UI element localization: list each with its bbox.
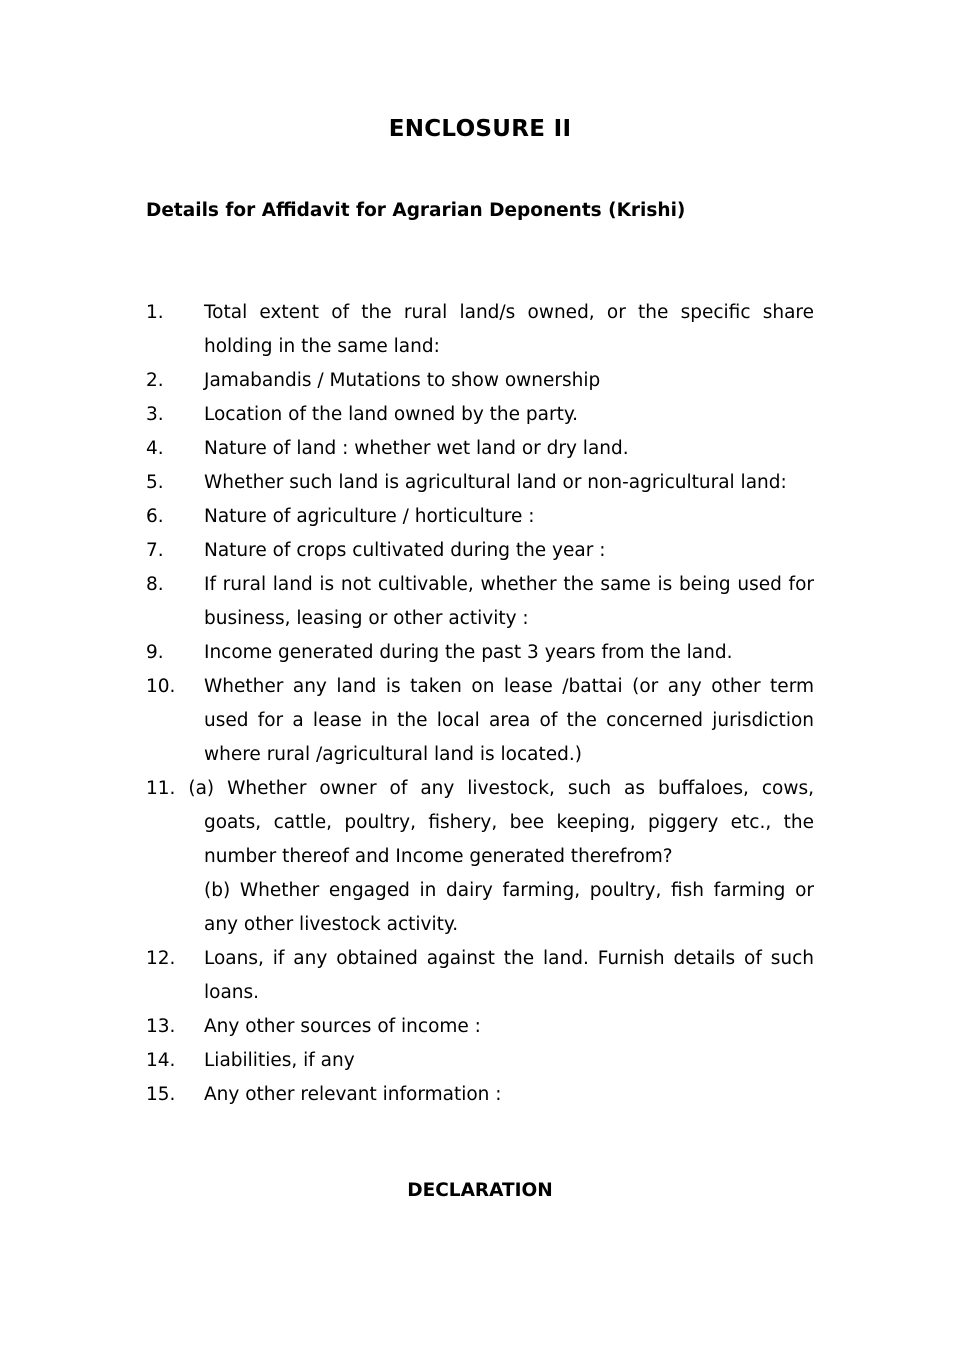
list-item <box>146 1044 814 1078</box>
list-item <box>146 1078 814 1112</box>
list-item-text: If rural land is not cultivable, whether the same is being used for business, leasing or other activity : <box>204 574 814 629</box>
list-item-number: 10. <box>146 676 176 697</box>
list-item-number: 9. <box>146 642 164 663</box>
list-item-text: Any other relevant information : <box>204 1084 502 1105</box>
list-item-number: 4. <box>146 438 164 459</box>
list-item-lead-line: 11. (a) Whether owner of any livestock, such as buffaloes, cows, <box>146 778 814 799</box>
list-item-text: Nature of crops cultivated during the year : <box>204 540 606 561</box>
list-item-livestock <box>146 772 814 942</box>
list-item <box>146 568 814 636</box>
list-item-text: Whether any land is taken on lease /battai (or any other term used for a lease in the local area of the concerned jurisdiction where rural /agricultural land is located.) <box>204 676 814 765</box>
list-item <box>146 534 814 568</box>
page-title: ENCLOSURE II <box>388 116 572 142</box>
list-item <box>146 432 814 466</box>
list-item <box>146 636 814 670</box>
page-subtitle: Details for Affidavit for Agrarian Deponents (Krishi) <box>146 200 686 221</box>
list-item-number: 14. <box>146 1050 176 1071</box>
list-item-text: Total extent of the rural land/s owned, or the specific share holding in the same land: <box>204 302 814 357</box>
list-item-text: Nature of land : whether wet land or dry land. <box>204 438 629 459</box>
list-item-number: 3. <box>146 404 164 425</box>
list-item-number: 2. <box>146 370 164 391</box>
list-item <box>146 500 814 534</box>
list-item-text: Any other sources of income : <box>204 1016 481 1037</box>
list-item-number: 5. <box>146 472 164 493</box>
list-item-number: 1. <box>146 302 164 323</box>
list-item-number: 8. <box>146 574 164 595</box>
list-item-text: Whether such land is agricultural land or non-agricultural land: <box>204 472 787 493</box>
list-item <box>146 466 814 500</box>
list-item-text: Liabilities, if any <box>204 1050 355 1071</box>
list-item <box>146 1010 814 1044</box>
list-item-number: 13. <box>146 1016 176 1037</box>
details-list <box>146 296 814 1112</box>
list-item-text: Nature of agriculture / horticulture : <box>204 506 535 527</box>
list-item-text: Jamabandis / Mutations to show ownership <box>204 370 601 391</box>
list-item-number: 7. <box>146 540 164 561</box>
declaration-heading: DECLARATION <box>407 1180 553 1201</box>
list-item-subitem-b: (b) Whether engaged in dairy farming, poultry, fish farming or any other livestock activity. <box>204 880 814 935</box>
list-item-text: Location of the land owned by the party. <box>204 404 579 425</box>
list-item <box>146 942 814 1010</box>
list-item <box>146 296 814 364</box>
list-item <box>146 670 814 772</box>
list-item-number: 12. <box>146 948 176 969</box>
list-item-number: 6. <box>146 506 164 527</box>
list-item-number: 15. <box>146 1084 176 1105</box>
list-item-text: goats, cattle, poultry, fishery, bee keeping, piggery etc., the number thereof and Income generated therefrom? <box>204 812 814 867</box>
list-item <box>146 364 814 398</box>
list-item-text: Loans, if any obtained against the land. Furnish details of such loans. <box>204 948 814 1003</box>
list-item-text: Income generated during the past 3 years from the land. <box>204 642 733 663</box>
list-item <box>146 398 814 432</box>
